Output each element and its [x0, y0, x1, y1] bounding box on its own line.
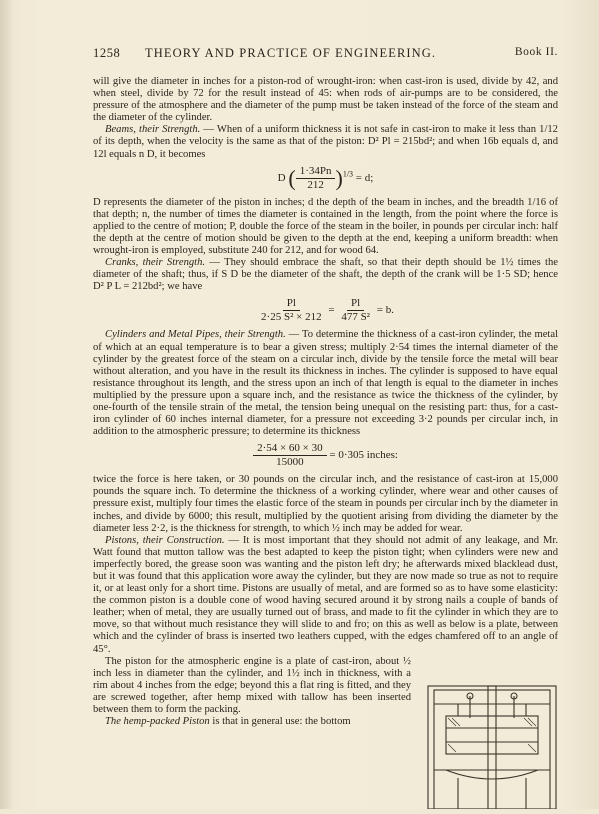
- paragraph-cranks-text: — They should embrace the shaft, so that their depth should be 1½ times the diameter of the shaft; thus, if S D be the diameter of the shaft, the depth of the crank will be 1·5 SD; hence D² P L = 212bd²; we have: [93, 257, 558, 293]
- heading-cylinders: Cylinders and Metal Pipes, their Strength.: [105, 329, 286, 341]
- heading-hemp-piston: The hemp-packed Piston: [105, 716, 210, 728]
- paragraph-cylinders: [93, 329, 558, 438]
- eq1-numerator: 1·34Pn: [296, 165, 336, 179]
- paragraph-hemp-piston: [93, 716, 411, 728]
- eq2-fraction-1: [257, 297, 326, 324]
- paragraph-hemp-piston-text: is that in general use: the bottom: [209, 716, 351, 728]
- paragraph-beams: [93, 124, 558, 160]
- paragraph-cranks: [93, 257, 558, 293]
- paragraph-cylinders-text: — To determine the thickness of a cast-iron cylinder, the metal of which at an equal temperature is to bear a given stress; multiply 2·54 times the internal diameter of the cylinder by the greatest force of the steam on a circular inch, divide by the tensile force the metal will bear without alteration, and you have in the result its thickness in inches. The cylinder is supposed to have equal resistance throughout its length, and the stress upon an inch of that length is equal to the diameter in inches multiplied by the pressure upon a square inch, and the resistance as twice the thickness of the cylinder, by one-fourth of the tensile strain of the metal, the tension being unequal on the resisting part: thus, for a cast-iron cylinder of 60 inches internal diameter, for a pressure not exceeding 3·2 pounds per circular inch, in addition to the atmospheric pressure; to determine its thickness: [93, 329, 559, 438]
- heading-beams: Beams, their Strength.: [105, 124, 201, 136]
- eq3-denominator: 15000: [276, 456, 304, 469]
- eq3-fraction: [253, 442, 327, 469]
- equation-crank: $\frac{Pl}{\text{2·25 S² × 212}}$ = $\frac{Pl}{\text{477 S²}}$ = b.: [93, 297, 558, 324]
- book-label: Book II.: [514, 46, 558, 58]
- piston-figure: [418, 678, 568, 809]
- eq1-fraction: [296, 165, 336, 192]
- paragraph-beams-text: — When of a uniform thickness it is not safe in cast-iron to make it less than 1/12 of its depth, when the velocity is the same as that of the piston: D² Pl = 215bd²; and when 16b equals d, and 12l equals n D, it becomes: [93, 124, 558, 160]
- running-header: [93, 46, 558, 62]
- paragraph-cylinder-working: twice the force is here taken, or 30 pounds on the circular inch, and the resistance of cast-iron at 15,000 pounds the square inch. To determine the thickness of a working cylinder, where wear and other causes of pressure exist, multiply four times the elastic force of the steam in pounds per circular inch by the diameter in inches, and divide by 6000; this result, multiplied by the quotient arising from dividing the diameter by the diameter less 2·2, is the thickness for strength, to which ½ inch may be added for wear.: [93, 474, 558, 534]
- eq2-fraction-2: [337, 297, 374, 324]
- paragraph-atmospheric-piston: The piston for the atmospheric engine is a plate of cast-iron, about ½ inch less in diameter than the cylinder, and 1½ inch in thickness, with a rim about 4 inches from the edge; beyond this a flat ring is fitted, and they are screwed together, after hemp mixed with tallow has been inserted between them to form the packing.: [93, 655, 411, 716]
- heading-pistons: Pistons, their Construction.: [105, 534, 225, 546]
- equation-cylinder-thickness: [93, 442, 558, 469]
- page-body: [93, 76, 558, 728]
- eq3-numerator: 2·54 × 60 × 30: [253, 442, 327, 456]
- eq1-exponent: 1/3: [342, 169, 354, 179]
- paragraph-beam-definitions: D represents the diameter of the piston in inches; d the depth of the beam in inches, and the breadth 1/16 of that depth; n, the number of times the diameter is contained in the length, from the point where the force is applied to the centre of motion; P, double the force of the steam in the boiler, in pounds per circular inch: half the depth at the centre of motion should be given to the depth at the end, keeping a uniform breadth: when wrought-iron is employed, substitute 240 for 212, and for wood 64.: [93, 196, 558, 257]
- eq2-numerator-2: Pl: [347, 297, 364, 311]
- eq2-denominator-2: 477 S²: [341, 311, 370, 324]
- eq1-lhs: D: [277, 171, 286, 184]
- eq1-denominator: 212: [307, 178, 324, 191]
- paragraph-pistons: [93, 535, 558, 656]
- eq2-denominator-1: 2·25 S² × 212: [261, 311, 322, 324]
- heading-cranks: Cranks, their Strength.: [105, 257, 206, 269]
- eq3-rhs: = 0·305 inches:: [329, 449, 398, 462]
- eq2-numerator-1: Pl: [283, 297, 300, 311]
- eq1-rhs: = d;: [355, 171, 374, 184]
- page-number: 1258: [93, 46, 121, 60]
- running-title: THEORY AND PRACTICE OF ENGINEERING.: [145, 46, 437, 60]
- paragraph-piston-rod: will give the diameter in inches for a piston-rod of wrought-iron: when cast-iron is used, divide by 42, and when steel, divide by 72 for the result instead of 45: when rods of air-pumps are to be considered, the pressure of the atmosphere and the diameter of the pump must be taken instead of the force of the steam and the diameter of the cylinder.: [93, 76, 558, 124]
- paragraph-pistons-text: — It is most important that they should not admit of any leakage, and Mr. Watt found that mutton tallow was the best adapted to keep the piston tight; when cylinders were new and imperfectly bored, the grease soon was wanting and the piston left dry; he afterwards mixed blacklead dust, but it was found that this application wore away the cylinder, but they are now made so true as not to require it, or at least only for a short time. Pistons are usually of metal, and are formed so as to have some elasticity: the common piston is a double cone of wood having secured around it by strong nails a couple of bands of leather; when of metal, they are usually turned out of brass, and made to fit the cylinder in which they are to move, so that without much resistance they will slide to and fro; on this as well as below is a plate, between which and the cylinder of brass is inserted two leathers cupped, with the edges chamfered off to an angle of 45°.: [93, 534, 558, 655]
- eq2-rhs: = b.: [376, 304, 394, 317]
- piston-diagram-image: [418, 678, 568, 809]
- equation-beam-depth: D ( $\frac{1\cdot 34Pn}{212}$ )$^{1/3}$ = d;: [277, 164, 374, 191]
